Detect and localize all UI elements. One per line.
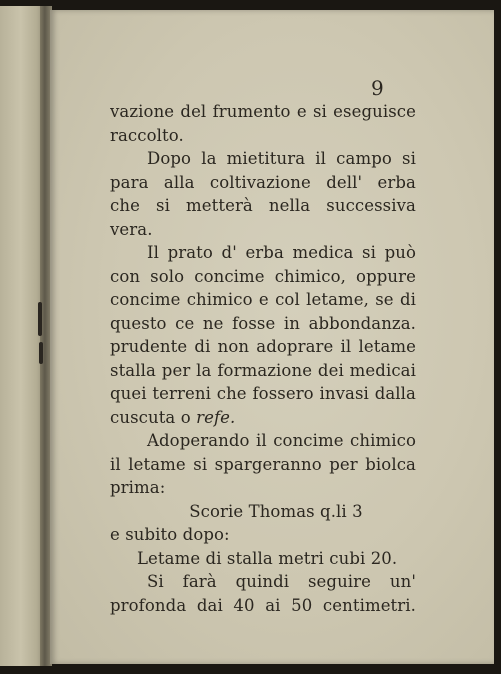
- text-line: Si farà quindi seguire un': [147, 572, 416, 591]
- page-number: 9: [371, 76, 384, 100]
- text-line: quei terreni che fossero invasi dalla: [110, 384, 416, 403]
- text-line: stalla per la formazione dei medicai: [110, 360, 416, 380]
- page-body-text: [110, 100, 416, 617]
- text-line: il letame si spargeranno per biolca: [110, 454, 416, 474]
- text-line: vera.: [110, 219, 153, 239]
- text-line: [110, 406, 416, 430]
- text-line: para alla coltivazione dell' erba: [110, 172, 416, 192]
- text-line: vazione del frumento e si eseguisce: [110, 102, 416, 121]
- text-line: concime chimico e col letame, se di: [110, 290, 416, 309]
- text-line: Il prato d' erba medica si può: [147, 243, 416, 262]
- text-line: con solo concime chimico, oppure: [110, 266, 416, 286]
- text-line: Letame di stalla metri cubi 20.: [137, 548, 398, 568]
- text-line: profonda dai 40 ai 50 centimetri.: [110, 595, 416, 615]
- text-line: Adoperando il concime chimico: [147, 431, 416, 450]
- text-line: raccolto.: [110, 125, 184, 145]
- binding-stitch: [38, 302, 42, 336]
- text-line: Scorie Thomas q.li 3: [189, 501, 363, 521]
- text-line-start: cuscuta o: [110, 407, 191, 427]
- italic-word: refe.: [196, 407, 236, 427]
- text-line: e subito dopo:: [110, 525, 230, 544]
- text-line: che si metterà nella successiva: [110, 196, 416, 215]
- binding-stitch: [39, 342, 43, 364]
- text-line: prudente di non adoprare il letame: [110, 337, 416, 356]
- text-line: Dopo la mietitura il campo si: [147, 149, 416, 168]
- text-line: prima:: [110, 478, 166, 497]
- text-line: questo ce ne fosse in abbondanza.: [110, 313, 416, 333]
